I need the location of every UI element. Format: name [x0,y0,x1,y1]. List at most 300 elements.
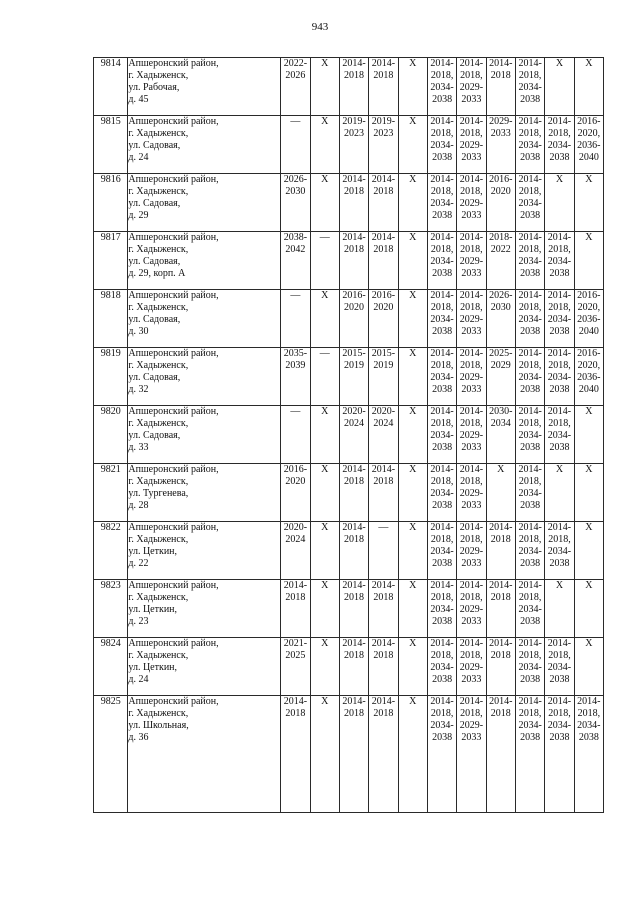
term-value: 2034 [490,418,511,429]
address-line: ул. Тургенева, [128,488,189,499]
term-cell [398,290,427,348]
term-value: 2018, [460,650,483,661]
term-value: 2018, [430,476,454,487]
address-cell [128,406,281,464]
term-value: 2033 [461,558,482,569]
term-value: 2018, [548,128,571,139]
term-value: 2014- [342,464,366,475]
term-value: 2038 [520,674,541,685]
term-value: 2038 [432,210,453,221]
term-value: 2020 [285,476,306,487]
term-value: 2020 [373,302,394,313]
term-value: 2019- [342,116,366,127]
term-value: 2029 [490,360,511,371]
term-value: 2038 [520,384,541,395]
term-value: 2014- [459,696,484,707]
term-cell [398,696,427,813]
term-value: 2014- [371,696,396,707]
term-value: X [409,638,417,649]
term-value: 2018, [430,418,454,429]
address-line: г. Хадыженск, [128,650,189,661]
term-value: 2018, [518,70,542,81]
term-cell [369,116,398,174]
term-value: 2020 [344,302,365,313]
term-value: X [409,406,417,417]
term-value: 2033 [461,210,482,221]
term-value: 2038 [520,500,541,511]
term-cell [427,232,456,290]
term-cell [339,232,368,290]
term-value: 2014- [518,406,542,417]
term-value: X [585,406,593,417]
term-cell [281,522,310,580]
term-value: 2018, [430,592,454,603]
address-line: д. 33 [128,442,149,453]
record-number: 9821 [94,464,128,522]
term-value: 2018 [490,650,511,661]
table-row [94,638,604,696]
term-value: 2018, [430,360,454,371]
term-cell [515,696,544,813]
term-value: — [290,406,301,417]
term-value: 2018 [490,534,511,545]
term-value: 2014- [518,696,542,707]
term-value: 2026- [283,174,308,185]
term-value: 2014- [489,696,513,707]
term-cell [369,522,398,580]
term-cell [574,406,603,464]
term-value: 2014- [371,464,396,475]
term-value: 2020- [371,406,396,417]
address-line: ул. Садовая, [128,256,181,267]
term-value: 2022- [283,58,308,69]
term-value: 2033 [461,268,482,279]
term-value: 2020, [577,360,601,371]
term-cell [339,290,368,348]
term-cell [545,232,574,290]
term-value: X [321,406,329,417]
term-value: X [555,58,564,69]
term-cell [486,638,515,696]
term-value: X [409,232,417,243]
term-cell [310,696,339,813]
term-cell [545,696,574,813]
term-value: X [409,174,417,185]
address-line: ул. Садовая, [128,198,181,209]
term-value: 2034- [518,314,542,325]
term-cell [457,638,486,696]
term-value: 2034- [518,372,542,383]
term-cell [369,232,398,290]
term-value: — [290,290,301,301]
term-value: 2018, [430,302,454,313]
term-value: 2029- [459,604,484,615]
term-value: 2026- [489,290,513,301]
term-cell [574,638,603,696]
term-value: 2018 [490,70,511,81]
term-value: 2034- [430,256,454,267]
term-cell [281,580,310,638]
term-cell [427,580,456,638]
term-cell [310,522,339,580]
term-cell [281,638,310,696]
term-value: 2040 [578,152,599,163]
term-value: 2014- [518,580,542,591]
term-cell [398,174,427,232]
term-value: X [321,522,329,533]
term-value: 2018, [460,128,483,139]
term-value: 2042 [285,244,306,255]
term-value: 2018, [548,708,571,719]
term-value: 2018, [518,128,542,139]
term-cell [427,348,456,406]
term-value: 2038 [549,152,570,163]
term-cell [427,290,456,348]
term-cell [486,174,515,232]
term-value: 2034- [430,546,454,557]
term-value: 2038 [520,152,541,163]
term-cell [427,522,456,580]
term-value: 2029- [459,198,484,209]
term-cell [545,116,574,174]
term-cell [281,116,310,174]
term-value: 2018, [430,708,454,719]
term-value: 2036- [577,372,601,383]
term-value: 2018, [430,244,454,255]
term-cell [398,464,427,522]
table-row [94,116,604,174]
term-value: 2018 [373,708,394,719]
term-value: X [321,696,329,707]
term-cell [339,580,368,638]
address-line: ул. Садовая, [128,430,181,441]
term-value: 2018 [344,534,365,545]
address-line: г. Хадыженск, [128,244,189,255]
term-value: 2038 [520,268,541,279]
term-cell [310,406,339,464]
term-cell [281,464,310,522]
term-value: 2014- [459,348,484,359]
term-value: X [585,58,593,69]
term-value: X [409,580,417,591]
address-line: г. Хадыженск, [128,418,189,429]
term-value: — [319,348,330,359]
address-line: Апшеронский район, [128,406,219,417]
term-value: — [378,522,389,533]
address-line: д. 28 [128,500,149,511]
term-value: 2014- [430,116,454,127]
term-cell [515,406,544,464]
term-value: 2018, [518,360,542,371]
address-cell [128,58,281,116]
term-value: 2018, [518,592,542,603]
term-value: 2020 [490,186,511,197]
term-value: 2014- [547,348,572,359]
term-value: 2014- [371,232,396,243]
term-cell [457,174,486,232]
term-value: 2016- [577,290,601,301]
term-value: 2014- [371,174,396,185]
term-cell [515,174,544,232]
address-line: д. 29, корп. А [128,268,186,279]
term-value: 2014- [430,406,454,417]
term-cell [515,580,544,638]
term-value: 2014- [342,522,366,533]
address-line: Апшеронский район, [128,290,219,301]
term-value: X [409,522,417,533]
term-value: 2018, [460,244,483,255]
term-cell [486,406,515,464]
term-cell [486,290,515,348]
term-value: 2014- [283,580,308,591]
term-cell [427,464,456,522]
term-value: 2025 [285,650,306,661]
term-cell [427,696,456,813]
term-value: 2034- [518,82,542,93]
term-value: 2018 [373,70,394,81]
term-value: 2014- [489,580,513,591]
term-value: 2014- [547,290,572,301]
term-value: 2029- [459,662,484,673]
term-value: 2014- [342,58,366,69]
record-number: 9819 [94,348,128,406]
term-cell [339,174,368,232]
address-line: г. Хадыженск, [128,302,189,313]
term-cell [545,638,574,696]
term-cell [457,406,486,464]
term-value: 2014- [342,638,366,649]
term-value: 2025- [489,348,513,359]
term-value: 2016- [577,116,601,127]
term-value: X [409,348,417,359]
address-line: г. Хадыженск, [128,186,189,197]
term-value: X [585,464,593,475]
term-value: 2018, [518,244,542,255]
term-cell [574,522,603,580]
term-value: 2014- [430,290,454,301]
term-value: 2038 [549,442,570,453]
term-value: 2014- [342,174,366,185]
term-cell [574,174,603,232]
term-value: 2016- [371,290,396,301]
table-row [94,58,604,116]
term-value: 2014- [459,406,484,417]
address-line: Апшеронский район, [128,232,219,243]
term-value: 2018, [460,592,483,603]
term-value: 2038 [520,442,541,453]
term-cell [515,348,544,406]
term-value: X [409,290,417,301]
term-value: 2014- [547,116,572,127]
term-value: 2018, [518,186,542,197]
term-value: 2018 [285,592,306,603]
term-value: 2019 [344,360,365,371]
term-value: 2034- [430,488,454,499]
term-value: 2036- [577,314,601,325]
term-cell [369,406,398,464]
term-cell [486,58,515,116]
term-value: 2038 [432,500,453,511]
table-row [94,232,604,290]
term-value: 2018, [430,534,454,545]
term-value: 2034- [577,720,601,731]
term-value: 2038 [520,616,541,627]
term-value: X [585,522,593,533]
address-line: г. Хадыженск, [128,476,189,487]
term-value: 2038- [283,232,308,243]
term-cell [574,464,603,522]
term-cell [310,638,339,696]
term-value: 2014- [489,522,513,533]
term-cell [545,406,574,464]
term-value: 2018 [490,708,511,719]
term-value: 2020, [577,302,601,313]
term-value: 2020- [342,406,366,417]
term-value: 2039 [285,360,306,371]
address-cell [128,464,281,522]
term-cell [574,58,603,116]
term-value: 2014- [459,174,484,185]
term-cell [574,290,603,348]
term-value: X [321,638,329,649]
term-value: 2014- [459,580,484,591]
term-cell [515,522,544,580]
term-cell [574,696,603,813]
term-value: 2034- [518,488,542,499]
term-value: 2016- [489,174,513,185]
term-value: 2014- [489,58,513,69]
term-value: 2038 [432,94,453,105]
term-value: 2029- [459,372,484,383]
term-value: 2014- [518,638,542,649]
address-line: Апшеронский район, [128,116,219,127]
term-value: 2014- [430,58,454,69]
address-cell [128,290,281,348]
address-line: д. 24 [128,152,149,163]
term-value: 2014- [547,638,572,649]
term-value: 2018, [460,476,483,487]
term-value: 2014- [547,232,572,243]
term-cell [281,290,310,348]
term-value: 2029- [459,720,484,731]
term-value: 2018, [460,708,483,719]
term-value: 2018, [460,360,483,371]
term-value: 2015- [371,348,396,359]
term-value: 2034- [547,372,572,383]
term-cell [281,58,310,116]
term-cell [574,232,603,290]
term-value: 2018, [548,360,571,371]
term-value: 2034- [547,430,572,441]
term-value: 2038 [520,558,541,569]
address-line: д. 22 [128,558,149,569]
term-cell [515,464,544,522]
term-cell [515,58,544,116]
address-line: Апшеронский район, [128,580,219,591]
term-value: 2018 [373,186,394,197]
term-value: 2033 [461,616,482,627]
address-line: Апшеронский район, [128,638,219,649]
term-value: 2014- [342,232,366,243]
term-value: 2040 [578,326,599,337]
term-value: 2018, [518,534,542,545]
term-value: 2014- [518,348,542,359]
term-value: 2034- [547,140,572,151]
term-cell [486,464,515,522]
table-row [94,290,604,348]
term-value: 2029- [459,430,484,441]
term-value: X [321,116,329,127]
term-value: 2034- [430,604,454,615]
term-value: 2038 [549,674,570,685]
term-value: 2018 [373,476,394,487]
term-value: X [497,464,505,475]
term-value: X [409,116,417,127]
record-number: 9814 [94,58,128,116]
term-cell [310,290,339,348]
term-value: 2014- [518,464,542,475]
term-value: 2038 [549,732,570,743]
address-cell [128,348,281,406]
term-value: 2034- [430,720,454,731]
address-line: д. 30 [128,326,149,337]
term-value: 2030- [489,406,513,417]
term-value: 2014- [430,638,454,649]
term-value: 2030 [285,186,306,197]
term-value: 2018 [344,476,365,487]
term-value: 2019- [371,116,396,127]
term-value: 2036- [577,140,601,151]
term-cell [427,58,456,116]
term-cell [457,232,486,290]
term-cell [398,58,427,116]
term-value: 2014- [459,232,484,243]
term-value: 2038 [432,268,453,279]
term-value: 2018 [373,592,394,603]
term-value: 2018, [518,476,542,487]
term-value: 2018, [460,186,483,197]
term-value: 2034- [518,198,542,209]
address-line: ул. Цеткин, [128,546,178,557]
term-cell [427,174,456,232]
term-value: 2018 [373,244,394,255]
term-value: 2018 [344,186,365,197]
term-value: — [290,116,301,127]
table-row [94,580,604,638]
address-line: д. 29 [128,210,149,221]
term-value: — [319,232,330,243]
term-value: 2038 [520,732,541,743]
term-value: X [585,638,593,649]
address-line: Апшеронский район, [128,522,219,533]
term-cell [310,58,339,116]
term-cell [486,232,515,290]
term-cell [310,580,339,638]
term-value: 2038 [520,210,541,221]
term-value: 2018, [460,70,483,81]
term-cell [398,638,427,696]
term-value: 2018, [548,534,571,545]
term-value: 2018 [344,70,365,81]
term-cell [545,522,574,580]
term-cell [545,464,574,522]
address-line: Апшеронский район, [128,348,219,359]
term-value: 2014- [547,406,572,417]
term-cell [457,464,486,522]
term-value: X [585,174,593,185]
term-value: 2020, [577,128,601,139]
address-line: г. Хадыженск, [128,708,189,719]
